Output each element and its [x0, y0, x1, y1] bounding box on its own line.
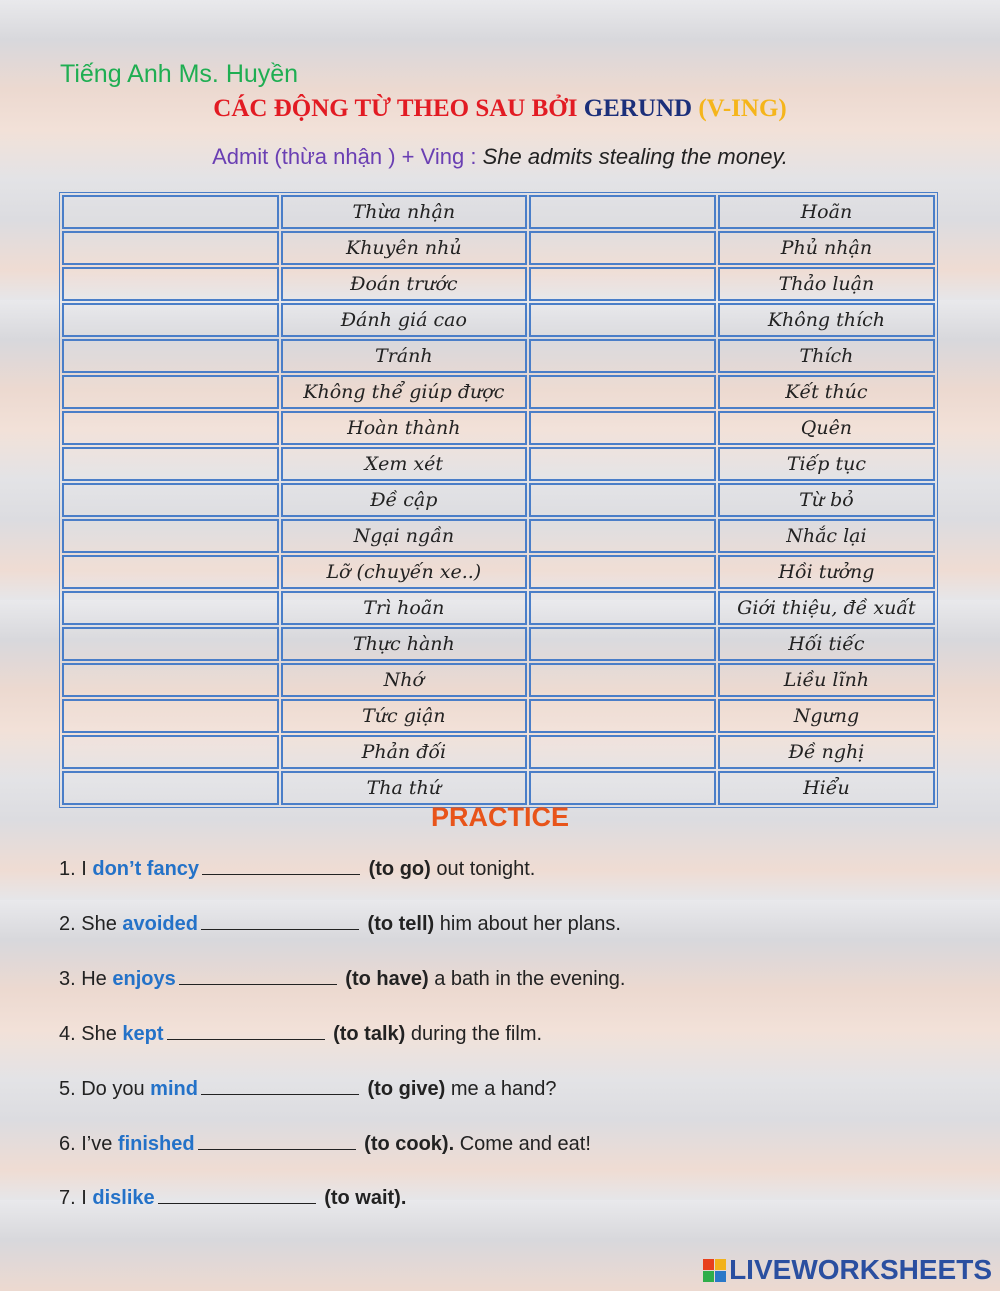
question-suffix: him about her plans.: [439, 913, 621, 935]
answer-input-cell-left[interactable]: [62, 447, 279, 481]
answer-input-cell-right[interactable]: [529, 555, 716, 589]
question-prefix: 2. She: [59, 913, 117, 935]
answer-input-cell-left[interactable]: [62, 231, 279, 265]
table-row: [62, 735, 935, 769]
question-prefix: 7. I: [59, 1187, 87, 1209]
table-row: [62, 303, 935, 337]
answer-blank[interactable]: [179, 966, 337, 985]
meaning-cell-right: Phủ nhận: [718, 231, 935, 265]
answer-input-cell-right[interactable]: [529, 627, 716, 661]
question-hint: (to have): [345, 968, 429, 990]
answer-blank[interactable]: [202, 856, 360, 875]
answer-input-cell-right[interactable]: [529, 735, 716, 769]
question-hint: (to wait).: [324, 1187, 407, 1209]
answer-input-cell-left[interactable]: [62, 195, 279, 229]
answer-input-cell-left[interactable]: [62, 591, 279, 625]
meaning-cell-right: Ngưng: [718, 699, 935, 733]
answer-input-cell-left[interactable]: [62, 267, 279, 301]
meaning-cell-left: Tức giận: [281, 699, 527, 733]
answer-input-cell-left[interactable]: [62, 699, 279, 733]
answer-input-cell-right[interactable]: [529, 663, 716, 697]
meaning-cell-right: Hiểu: [718, 771, 935, 805]
table-row: [62, 411, 935, 445]
question-verb: dislike: [92, 1187, 155, 1209]
answer-blank[interactable]: [201, 1076, 359, 1095]
title-part-3: (V-ING): [698, 95, 787, 122]
question-suffix: Come and eat!: [459, 1133, 591, 1155]
question-prefix: 6. I’ve: [59, 1133, 113, 1155]
question-prefix: 3. He: [59, 968, 107, 990]
meaning-cell-right: Không thích: [718, 303, 935, 337]
table-row: [62, 339, 935, 373]
question-suffix: a bath in the evening.: [434, 968, 626, 990]
question-suffix: during the film.: [410, 1023, 543, 1045]
practice-question: [59, 1131, 591, 1156]
answer-input-cell-left[interactable]: [62, 735, 279, 769]
meaning-cell-left: Trì hoãn: [281, 591, 527, 625]
answer-input-cell-right[interactable]: [529, 195, 716, 229]
question-prefix: 1. I: [59, 858, 87, 880]
meaning-cell-left: Không thể giúp được: [281, 375, 527, 409]
question-suffix: out tonight.: [436, 858, 536, 880]
answer-input-cell-left[interactable]: [62, 303, 279, 337]
example-line: [0, 144, 1000, 170]
practice-question: [59, 1076, 557, 1101]
answer-input-cell-right[interactable]: [529, 483, 716, 517]
table-row: [62, 591, 935, 625]
meaning-cell-right: Nhắc lại: [718, 519, 935, 553]
answer-input-cell-left[interactable]: [62, 339, 279, 373]
table-row: [62, 519, 935, 553]
question-verb: enjoys: [112, 968, 176, 990]
logo-mark-cell: [703, 1259, 714, 1270]
example-verb: Admit (thừa nhận ) + Ving :: [212, 144, 477, 169]
meaning-cell-left: Lỡ (chuyến xe..): [281, 555, 527, 589]
question-hint: (to cook).: [364, 1133, 455, 1155]
answer-input-cell-left[interactable]: [62, 555, 279, 589]
question-verb: finished: [117, 1133, 195, 1155]
question-hint: (to go): [368, 858, 431, 880]
practice-question: [59, 1021, 542, 1046]
answer-input-cell-right[interactable]: [529, 771, 716, 805]
answer-input-cell-right[interactable]: [529, 519, 716, 553]
practice-question: [59, 1185, 406, 1210]
title-part-1: CÁC ĐỘNG TỪ THEO SAU BỞI: [213, 95, 578, 122]
question-verb: don’t fancy: [92, 858, 200, 880]
table-row: [62, 483, 935, 517]
meaning-cell-right: Kết thúc: [718, 375, 935, 409]
meaning-cell-left: Tha thứ: [281, 771, 527, 805]
answer-input-cell-right[interactable]: [529, 447, 716, 481]
question-hint: (to talk): [333, 1023, 406, 1045]
table-row: [62, 231, 935, 265]
answer-input-cell-right[interactable]: [529, 339, 716, 373]
vocab-table: [59, 192, 938, 808]
meaning-cell-left: Đánh giá cao: [281, 303, 527, 337]
table-row: [62, 447, 935, 481]
answer-input-cell-left[interactable]: [62, 771, 279, 805]
answer-blank[interactable]: [201, 911, 359, 930]
answer-input-cell-left[interactable]: [62, 519, 279, 553]
meaning-cell-right: Tiếp tục: [718, 447, 935, 481]
meaning-cell-left: Phản đối: [281, 735, 527, 769]
answer-input-cell-right[interactable]: [529, 699, 716, 733]
meaning-cell-right: Thảo luận: [718, 267, 935, 301]
answer-input-cell-right[interactable]: [529, 267, 716, 301]
answer-blank[interactable]: [198, 1131, 356, 1150]
meaning-cell-right: Liều lĩnh: [718, 663, 935, 697]
logo-mark-cell: [703, 1271, 714, 1282]
answer-blank[interactable]: [158, 1185, 316, 1204]
example-sentence: She admits stealing the money.: [482, 144, 788, 169]
meaning-cell-right: Hồi tưởng: [718, 555, 935, 589]
answer-input-cell-left[interactable]: [62, 483, 279, 517]
practice-question: [59, 911, 621, 936]
table-row: [62, 663, 935, 697]
meaning-cell-left: Thừa nhận: [281, 195, 527, 229]
meaning-cell-right: Hối tiếc: [718, 627, 935, 661]
vocab-table-container: [59, 192, 938, 808]
answer-input-cell-right[interactable]: [529, 375, 716, 409]
answer-input-cell-left[interactable]: [62, 663, 279, 697]
table-row: [62, 627, 935, 661]
practice-question: [59, 856, 535, 881]
meaning-cell-right: Hoãn: [718, 195, 935, 229]
question-verb: mind: [150, 1078, 198, 1100]
meaning-cell-left: Hoàn thành: [281, 411, 527, 445]
table-row: [62, 375, 935, 409]
title-part-2: GERUND: [583, 95, 693, 122]
answer-input-cell-left[interactable]: [62, 411, 279, 445]
meaning-cell-right: Thích: [718, 339, 935, 373]
meaning-cell-left: Đề cập: [281, 483, 527, 517]
practice-heading: PRACTICE: [430, 802, 569, 832]
meaning-cell-left: Đoán trước: [281, 267, 527, 301]
meaning-cell-left: Xem xét: [281, 447, 527, 481]
question-prefix: 4. She: [59, 1023, 117, 1045]
table-row: [62, 195, 935, 229]
table-row: [62, 555, 935, 589]
table-row: [62, 699, 935, 733]
question-prefix: 5. Do you: [59, 1078, 145, 1100]
question-verb: kept: [122, 1023, 164, 1045]
answer-input-cell-right[interactable]: [529, 231, 716, 265]
question-verb: avoided: [122, 913, 198, 935]
question-hint: (to give): [367, 1078, 446, 1100]
table-row: [62, 771, 935, 805]
logo-mark-cell: [715, 1271, 726, 1282]
question-suffix: me a hand?: [450, 1078, 557, 1100]
answer-input-cell-right[interactable]: [529, 303, 716, 337]
liveworksheets-logo: [703, 1254, 992, 1286]
logo-text: LIVEWORKSHEETS: [729, 1254, 992, 1285]
meaning-cell-right: Quên: [718, 411, 935, 445]
table-row: [62, 267, 935, 301]
brand-label: Tiếng Anh Ms. Huyền: [60, 60, 299, 88]
meaning-cell-left: Nhớ: [281, 663, 527, 697]
answer-blank[interactable]: [167, 1021, 325, 1040]
practice-question: [59, 966, 625, 991]
answer-input-cell-left[interactable]: [62, 375, 279, 409]
meaning-cell-left: Thực hành: [281, 627, 527, 661]
meaning-cell-right: Từ bỏ: [718, 483, 935, 517]
logo-mark-icon: [703, 1259, 726, 1282]
answer-input-cell-left[interactable]: [62, 627, 279, 661]
answer-input-cell-right[interactable]: [529, 411, 716, 445]
logo-mark-cell: [715, 1259, 726, 1270]
page-title: [0, 95, 1000, 123]
meaning-cell-right: Đề nghị: [718, 735, 935, 769]
answer-input-cell-right[interactable]: [529, 591, 716, 625]
meaning-cell-right: Giới thiệu, đề xuất: [718, 591, 935, 625]
meaning-cell-left: Ngại ngần: [281, 519, 527, 553]
meaning-cell-left: Tránh: [281, 339, 527, 373]
meaning-cell-left: Khuyên nhủ: [281, 231, 527, 265]
question-hint: (to tell): [367, 913, 435, 935]
